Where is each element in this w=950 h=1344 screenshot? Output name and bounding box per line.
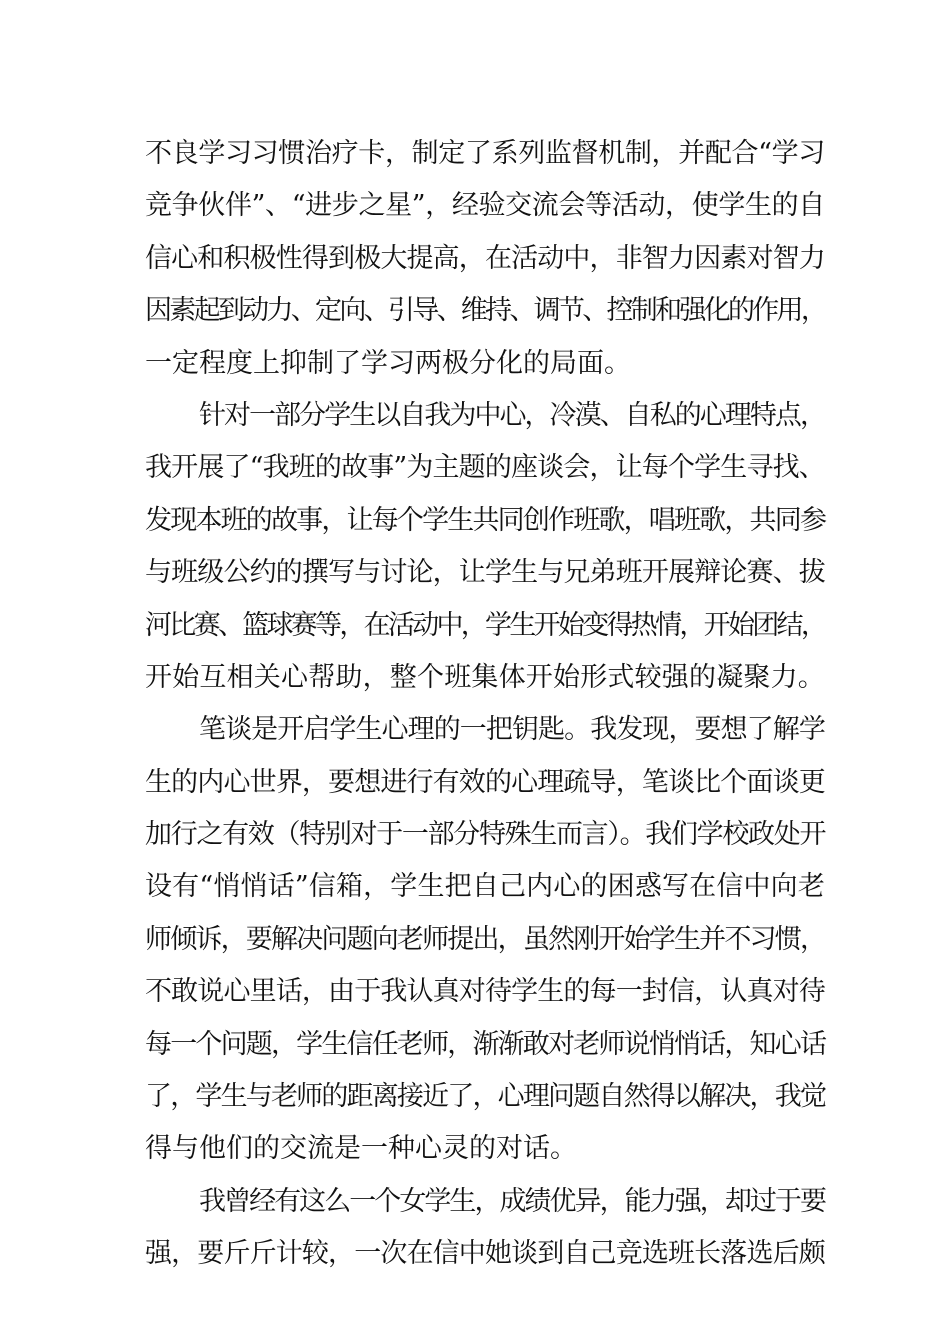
text-line: 我开展了“我班的故事”为主题的座谈会，让每个学生寻找、 [145,452,825,484]
text-line: 得与他们的交流是一种心灵的对话。 [145,1133,577,1165]
text-line: 竞争伙伴”、“进步之星”，经验交流会等活动，使学生的自 [145,190,825,222]
text-line: 发现本班的故事，让每个学生共同创作班歌，唱班歌，共同参 [145,504,826,536]
text-line: 设有“悄悄话”信箱，学生把自己内心的困惑写在信中向老 [145,871,826,903]
text-line: 一定程度上抑制了学习两极分化的局面。 [145,347,631,379]
body-text [145,128,825,1281]
paragraph-first-line: 针对一部分学生以自我为中心，冷漠、自私的心理特点， [199,399,825,431]
text-line: 每一个问题，学生信任老师，渐渐敢对老师说悄悄话，知心话 [145,1028,826,1060]
paragraph-first-line: 笔谈是开启学生心理的一把钥匙。我发现，要想了解学 [199,714,825,746]
text-line: 师倾诉，要解决问题向老师提出，虽然刚开始学生并不习惯， [145,923,826,955]
text-line: 与班级公约的撰写与讨论，让学生与兄弟班开展辩论赛、拔 [145,557,825,589]
text-line: 因素起到动力、定向、引导、维持、调节、控制和强化的作用， [145,295,826,327]
text-line: 信心和积极性得到极大提高，在活动中，非智力因素对智力 [145,242,825,274]
text-line: 不敢说心里话，由于我认真对待学生的每一封信，认真对待 [145,976,825,1008]
text-line: 了，学生与老师的距离接近了，心理问题自然得以解决，我觉 [145,1081,826,1113]
text-line: 强，要斤斤计较，一次在信中她谈到自己竞选班长落选后颇 [145,1238,825,1270]
text-line: 生的内心世界，要想进行有效的心理疏导，笔谈比个面谈更 [145,766,825,798]
text-line: 不良学习习惯治疗卡，制定了系列监督机制，并配合“学习 [145,138,825,169]
text-line: 河比赛、篮球赛等，在活动中，学生开始变得热情，开始团结， [145,609,826,641]
paragraph-first-line: 我曾经有这么一个女学生，成绩优异，能力强，却过于要 [199,1185,825,1217]
text-line: 加行之有效（特别对于一部分特殊生而言）。我们学校政处开 [145,819,826,851]
text-line: 开始互相关心帮助，整个班集体开始形式较强的凝聚力。 [145,661,825,693]
